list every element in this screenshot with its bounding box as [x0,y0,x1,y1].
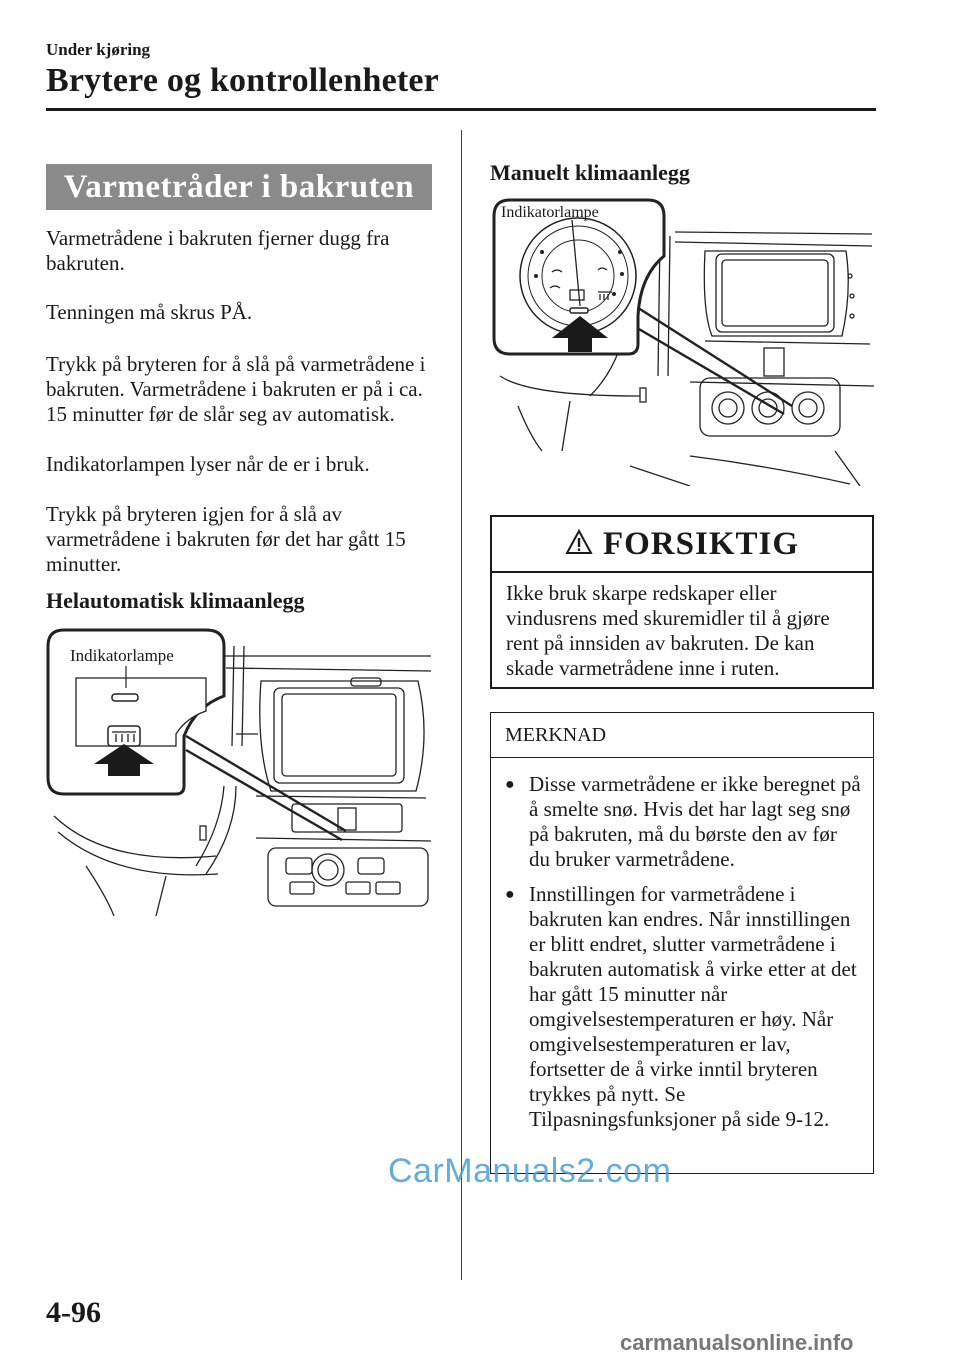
paragraph-ignition: Tenningen må skrus PÅ. [46,300,253,324]
auto-indicator-label: Indikatorlampe [70,646,174,665]
note-item [505,882,863,1132]
manual-climate-heading: Manuelt klimaanlegg [490,160,690,185]
section-banner: Varmetråder i bakruten [46,164,432,210]
note-title: MERKNAD [491,713,873,758]
manual-climate-figure [490,196,876,486]
caution-text: Ikke bruk skarpe redskaper eller vindusrens med skuremidler til å gjøre rent på innsiden av bakruten. De kan skade varmetrådene inne i ruten. [506,581,830,680]
paragraph-intro: Varmetrådene i bakruten fjerner dugg fra bakruten. [46,226,390,275]
paragraph-switch-on: Trykk på bryteren for å slå på varmetrådene i bakruten. Varmetrådene i bakruten er på i ca. 15 minutter før de slår seg av automatisk. [46,352,426,426]
note-item [505,772,863,872]
note-item-text: Innstillingen for varmetrådene i bakruten kan endres. Når innstillingen er blitt endret, slutter varmetrådene i bakruten automatisk å virke etter at det har gått 15 minutter når omgivelsestemperaturen er høy. Når omgivelsestemperaturen er lav, fortsetter de å virke inntil bryteren trykkes på nytt. Se Tilpasningsfunksjoner på side 9-12. [529,882,857,1131]
site-watermark: carmanualsonline.info [620,1330,854,1355]
column-divider [461,130,462,1280]
note-item-text: Disse varmetrådene er ikke beregnet på å smelte snø. Hvis det har lagt seg snø på bakruten, må du børste den av før du bruker varmetrådene. [529,772,861,871]
bullet-icon: ● [505,776,515,793]
page-number: 4-96 [46,1296,101,1329]
paragraph-switch-off: Trykk på bryteren igjen for å slå av varmetrådene i bakruten før det har gått 15 minutter. [46,502,406,576]
note-box [490,712,874,1174]
caution-box [490,515,874,689]
caution-header [492,517,872,573]
manual-indicator-label: Indikatorlampe [501,204,599,221]
warning-triangle-icon [565,529,593,560]
auto-climate-heading: Helautomatisk klimaanlegg [46,588,305,613]
section-label: Under kjøring [46,40,151,59]
bullet-icon: ● [505,886,515,903]
watermark: CarManuals2.com [388,1152,672,1190]
caution-title: FORSIKTIG [602,525,800,562]
paragraph-indicator: Indikatorlampen lyser når de er i bruk. [46,452,370,476]
page-title: Brytere og kontrollenheter [46,62,439,99]
auto-climate-figure [46,626,436,916]
header-divider [46,108,876,111]
